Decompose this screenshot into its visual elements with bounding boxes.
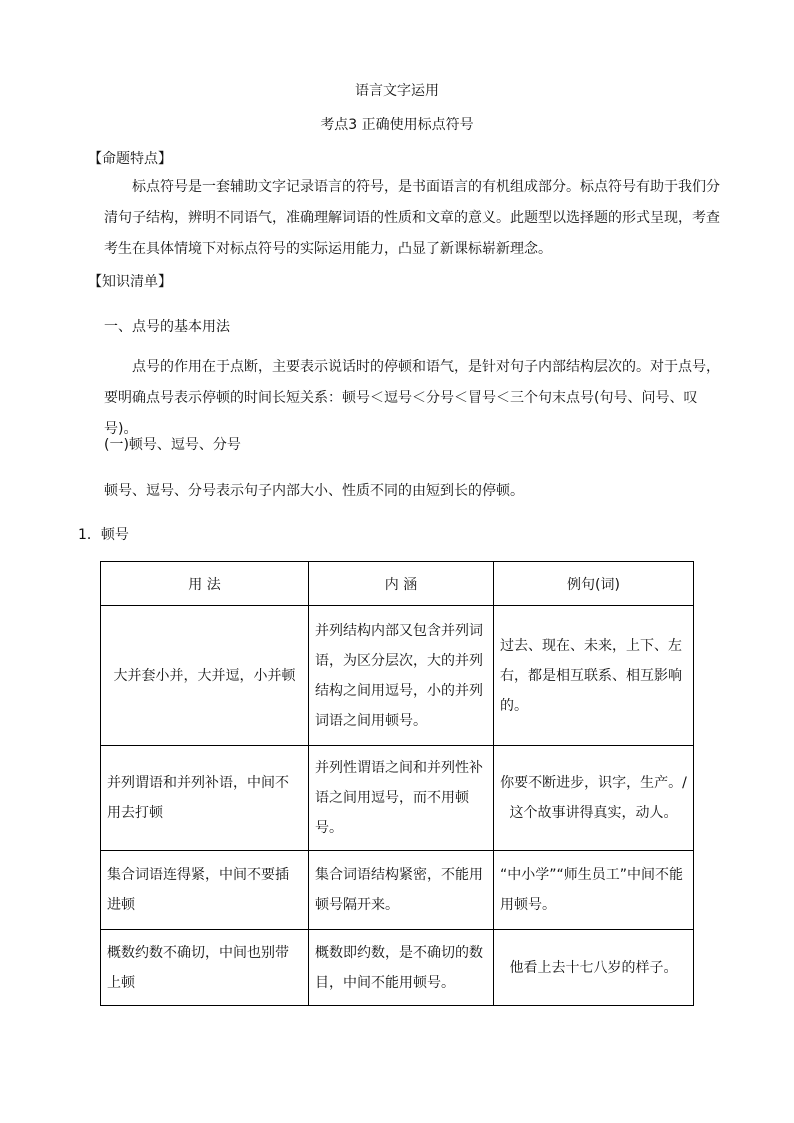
cell-usage: 并列谓语和并列补语，中间不用去打顿: [101, 746, 309, 851]
cell-usage: 大并套小并，大并逗，小并顿: [101, 606, 309, 746]
item1-title: 1．顿号: [78, 527, 129, 543]
cell-meaning: 概数即约数，是不确切的数目，中间不能用顿号。: [309, 930, 494, 1006]
cell-example: 你要不断进步，识字，生产。/这个故事讲得真实，动人。: [494, 746, 694, 851]
features-body: 标点符号是一套辅助文字记录语言的符号，是书面语言的有机组成部分。标点符号有助于我们分清句子结构，辨明不同语气，准确理解词语的性质和文章的意义。此题型以选择题的形式呈现，考查考生在具体情境下对标点符号的实际运用能力，凸显了新课标崭新理念。: [104, 179, 720, 257]
cell-usage: 集合词语连得紧，中间不要插进顿: [101, 851, 309, 930]
header-meaning: 内 涵: [309, 562, 494, 606]
dunhao-table: [100, 561, 694, 1006]
cell-usage: 概数约数不确切，中间也别带上顿: [101, 930, 309, 1006]
cell-meaning: 并列性谓语之间和并列性补语之间用逗号，而不用顿号。: [309, 746, 494, 851]
table-row: [101, 746, 694, 851]
cell-example: 他看上去十七八岁的样子。: [494, 930, 694, 1006]
sub1-body: 顿号、逗号、分号表示句子内部大小、性质不同的由短到长的停顿。: [104, 483, 524, 499]
document-subtitle: 考点3 正确使用标点符号: [320, 117, 474, 133]
features-heading: 【命题特点】: [88, 151, 172, 167]
part1-body: 点号的作用在于点断，主要表示说话时的停顿和语气，是针对句子内部结构层次的。对于点号，要明确点号表示停顿的时间长短关系：顿号＜逗号＜分号＜冒号＜三个句末点号(句号、问号、叹号)。: [104, 359, 720, 437]
sub1-title: (一)顿号、逗号、分号: [104, 437, 241, 453]
table-row: [101, 606, 694, 746]
cell-meaning: 并列结构内部又包含并列词语，为区分层次，大的并列结构之间用逗号，小的并列词语之间用顿号。: [309, 606, 494, 746]
header-example: 例句(词): [494, 562, 694, 606]
table-row: [101, 930, 694, 1006]
part1-title: 一、点号的基本用法: [104, 319, 230, 335]
cell-example: 过去、现在、未来，上下、左右，都是相互联系、相互影响的。: [494, 606, 694, 746]
knowledge-heading: 【知识清单】: [88, 274, 172, 290]
document-title: 语言文字运用: [355, 83, 439, 99]
header-usage: 用 法: [101, 562, 309, 606]
cell-meaning: 集合词语结构紧密，不能用顿号隔开来。: [309, 851, 494, 930]
table-row: [101, 851, 694, 930]
table-header-row: [101, 562, 694, 606]
cell-example: “中小学”“师生员工”中间不能用顿号。: [494, 851, 694, 930]
